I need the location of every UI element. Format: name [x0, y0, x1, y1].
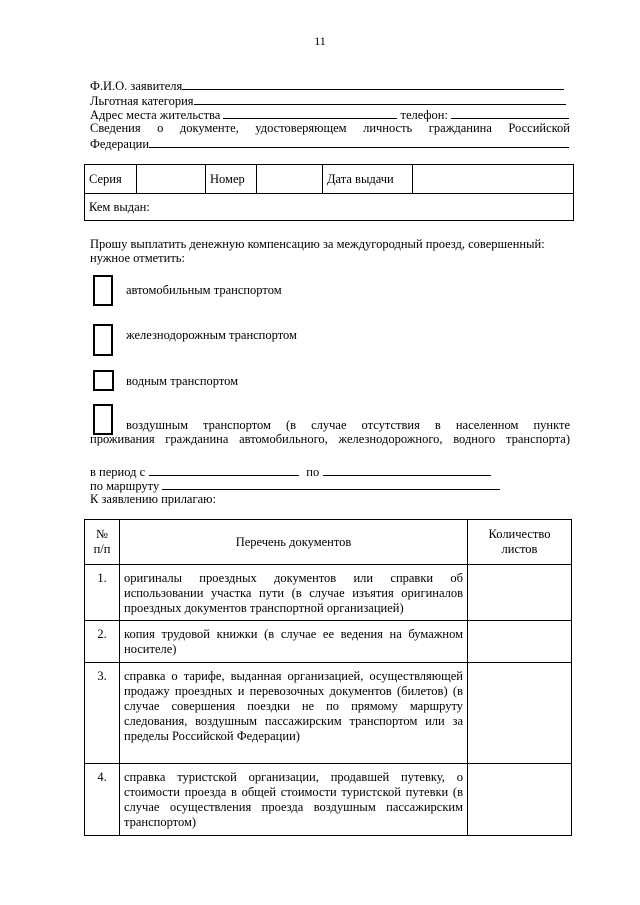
- fio-row: [90, 78, 564, 94]
- row-text-line: продажу проездных и перевозочных документов (билетов) (в: [124, 684, 463, 698]
- table-row: [85, 764, 572, 836]
- doc-info-line2: Федерации: [90, 137, 150, 151]
- row-number: 4.: [85, 764, 120, 836]
- attach-label: К заявлению прилагаю:: [90, 492, 216, 506]
- air-checkbox[interactable]: [93, 404, 113, 435]
- documents-table: [84, 519, 572, 836]
- address-label: Адрес места жительства: [90, 108, 221, 122]
- row-text: [120, 565, 468, 621]
- route-label: по маршруту: [90, 479, 160, 493]
- row-text-line: справка о тарифе, выданная организацией, осуществляющей: [124, 669, 463, 683]
- row-qty-field[interactable]: [468, 764, 572, 836]
- col-qty-header-line1: Количество: [488, 527, 551, 541]
- category-label: Льготная категория: [90, 94, 194, 108]
- rail-checkbox[interactable]: [93, 324, 113, 356]
- page-number: 11: [314, 34, 326, 48]
- row-text-line: стоимости проезда в общей стоимости туристской путевки (в: [124, 785, 463, 799]
- auto-label: автомобильным транспортом: [126, 283, 282, 297]
- auto-checkbox[interactable]: [93, 275, 113, 306]
- row-text-line: пределы Российской Федерации): [124, 729, 300, 743]
- col-list-header: Перечень документов: [120, 520, 468, 565]
- row-text-line: копия трудовой книжки (в случае ее ведения на бумажном: [124, 627, 463, 641]
- request-line1: Прошу выплатить денежную компенсацию за междугородный проезд, совершенный:: [90, 237, 545, 251]
- row-text-line: случае осуществления проезда воздушным пассажирским: [124, 800, 463, 814]
- row-text-line: справка туристской организации, продавшей путевку, о: [124, 770, 463, 784]
- table-row: [85, 621, 572, 663]
- doc-info-line1: Сведения о документе, удостоверяющем личность гражданина Российской: [90, 121, 570, 135]
- row-qty-field[interactable]: [468, 663, 572, 764]
- series-field[interactable]: [137, 165, 206, 194]
- route-field[interactable]: [162, 478, 500, 490]
- row-number: 3.: [85, 663, 120, 764]
- doc-info-field[interactable]: [149, 136, 569, 148]
- row-text: [120, 764, 468, 836]
- col-num-header-line2: п/п: [93, 542, 111, 556]
- row-text-line: оригиналы проездных документов или справки об: [124, 571, 463, 585]
- water-label: водным транспортом: [126, 374, 239, 388]
- rail-label: железнодорожным транспортом: [126, 328, 297, 342]
- row-number: 2.: [85, 621, 120, 663]
- number-label: Номер: [206, 165, 257, 194]
- col-num-header: [85, 520, 120, 565]
- row-number: 1.: [85, 565, 120, 621]
- table-row: [85, 663, 572, 764]
- period-from-field[interactable]: [149, 464, 299, 476]
- id-document-table: [84, 164, 574, 221]
- col-num-header-line1: №: [96, 527, 108, 541]
- category-field[interactable]: [194, 93, 566, 105]
- row-text: [120, 621, 468, 663]
- period-to-label: по: [306, 465, 320, 479]
- row-text-line: случае совершения поездки не по прямому маршруту: [124, 699, 463, 713]
- row-text-line: транспортом): [124, 815, 197, 829]
- period-to-field[interactable]: [323, 464, 491, 476]
- fio-field[interactable]: [182, 78, 564, 90]
- col-qty-header: [468, 520, 572, 565]
- series-label: Серия: [85, 165, 137, 194]
- table-row: [85, 565, 572, 621]
- issue-date-field[interactable]: [413, 165, 574, 194]
- number-field[interactable]: [257, 165, 323, 194]
- phone-label: телефон:: [400, 108, 448, 122]
- row-qty-field[interactable]: [468, 565, 572, 621]
- air-label-line2: проживания гражданина автомобильного, железнодорожного, водного транспорта): [90, 432, 570, 446]
- row-text-line: следования, воздушным пассажирским транспортом или за: [124, 714, 463, 728]
- row-text-line: носителе): [124, 642, 177, 656]
- issued-by-label[interactable]: Кем выдан:: [85, 194, 574, 221]
- request-line2: нужное отметить:: [90, 251, 185, 265]
- period-from-label: в период с: [90, 465, 146, 479]
- issue-date-label: Дата выдачи: [323, 165, 413, 194]
- col-qty-header-line2: листов: [501, 542, 538, 556]
- row-qty-field[interactable]: [468, 621, 572, 663]
- row-text-line: проездных документов транспортной организацией): [124, 601, 404, 615]
- water-checkbox[interactable]: [93, 370, 114, 391]
- fio-label: Ф.И.О. заявителя: [90, 79, 183, 93]
- address-field[interactable]: [223, 107, 397, 119]
- row-text-line: использовании участка пути (в случае изъятия оригиналов: [124, 586, 463, 600]
- air-label-line1: воздушным транспортом (в случае отсутствия в населенном пункте: [126, 418, 570, 432]
- row-text: [120, 663, 468, 764]
- phone-field[interactable]: [451, 107, 569, 119]
- doc-info-row2: [90, 136, 569, 152]
